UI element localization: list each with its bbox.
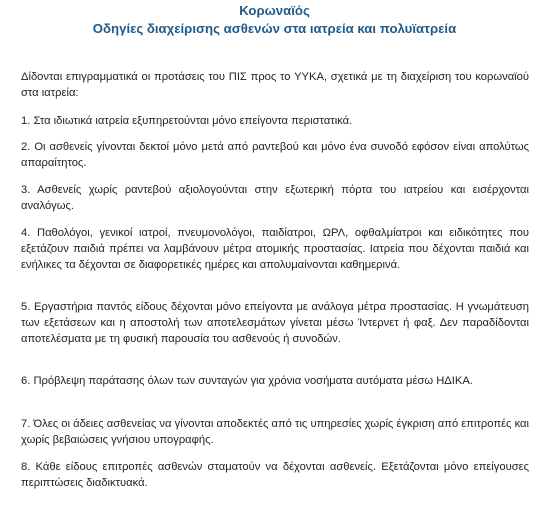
list-item: 6. Πρόβλεψη παράτασης όλων των συνταγών για χρόνια νοσήματα αυτόματα μέσω ΗΔΙΚΑ. (21, 375, 473, 387)
list-item: 7. Όλες οι άδειες ασθενείας να γίνονται αποδεκτές από τις υπηρεσίες χωρίς έγκριση από επιτροπές και χωρίς βεβαιώσεις γνήσιου υπογραφής. (21, 418, 529, 447)
document-subtitle: Οδηγίες διαχείρισης ασθενών στα ιατρεία και πολυϊατρεία (92, 21, 457, 36)
list-item: 5. Εργαστήρια παντός είδους δέχονται μόνο επείγοντα με ανάλογα μέτρα προστασίας. Η γνωμάτευση των εξετάσεων και η αποστολή των αποτελεσμάτων γίνεται μέσω Ίντερνετ ή φαξ. Δεν παραδίδονται αποτελέσματα με τη φυσική παρουσία του ασθενούς ή συνοδών. (21, 301, 529, 346)
list-item: 1. Στα ιδιωτικά ιατρεία εξυπηρετούνται μόνο επείγοντα περιστατικά. (21, 115, 353, 127)
list-item: 4. Παθολόγοι, γενικοί ιατροί, πνευμονολόγοι, παιδίατροι, ΩΡΛ, οφθαλμίατροι και ειδικότητες που εξετάζουν παιδιά πρέπει να λαμβάνουν μέτρα ατομικής προστασίας. Ιατρεία που δέχονται παιδιά και ενήλικες τα δέχονται σε διαφορετικές ημέρες και απολυμαίνονται καθημερινά. (21, 227, 529, 272)
list-item: 8. Κάθε είδους επιτροπές ασθενών σταματούν να δέχονται ασθενείς. Εξετάζονται μόνο επείγουσες περιπτώσεις διαδικτυακά. (21, 461, 529, 490)
list-item: 3. Ασθενείς χωρίς ραντεβού αξιολογούνται στην εξωτερική πόρτα του ιατρείου και εισέρχονται αναλόγως. (21, 184, 529, 213)
document-title: Κορωναϊός (239, 3, 310, 18)
title-block (0, 2, 549, 38)
list-item: 2. Οι ασθενείς γίνονται δεκτοί μόνο μετά από ραντεβού και μόνο ένα συνοδό εφόσον είναι απολύτως απαραίτητος. (21, 141, 529, 170)
intro-paragraph: Δίδονται επιγραμματικά οι προτάσεις του ΠΙΣ προς το ΥΥΚΑ, σχετικά με τη διαχείριση του κορωναϊού στα ιατρεία: (21, 71, 529, 100)
